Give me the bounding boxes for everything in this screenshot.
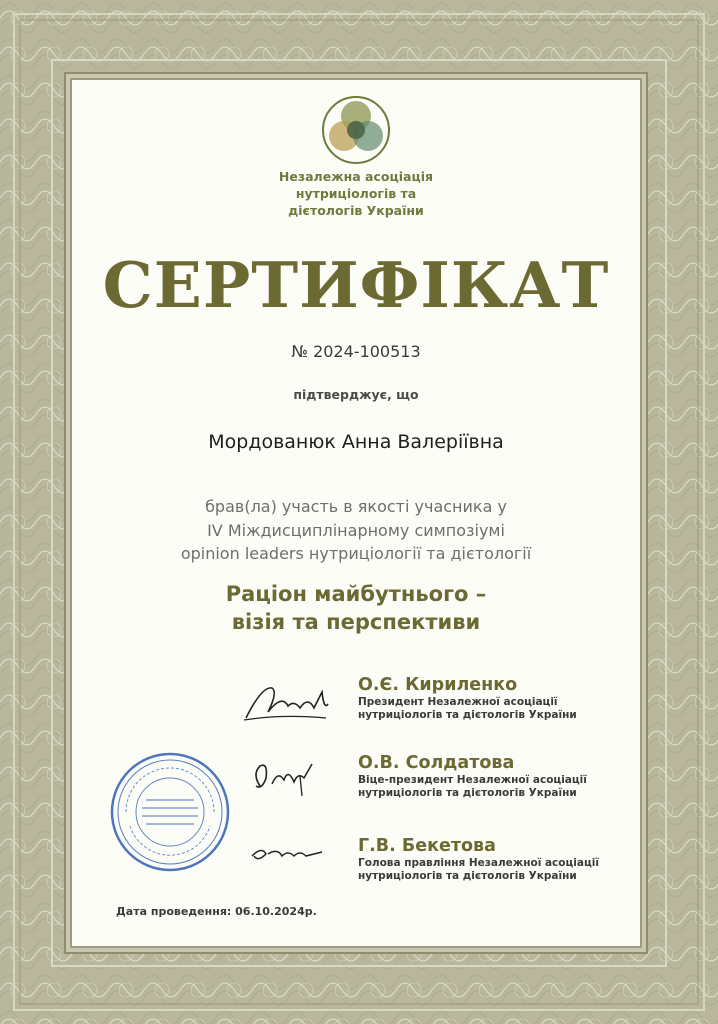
certificate-title: СЕРТИФІКАТ (102, 248, 610, 322)
signature-kyrylenko (242, 678, 332, 726)
participation-line: брав(ла) участь в якості учасника у (205, 497, 507, 516)
signatory-name: Г.В. Бекетова (358, 836, 496, 856)
signatory-name: О.Є. Кириленко (358, 675, 518, 695)
event-title-line: Раціон майбутнього – (225, 582, 487, 606)
participation-line: IV Міждисциплінарному симпозіумі (207, 520, 505, 540)
signatory-3 (358, 836, 638, 882)
signatory-2 (358, 753, 638, 799)
signatory-name: О.В. Солдатова (358, 753, 515, 773)
signatory-role-line: нутриціологів та дієтологів України (358, 869, 577, 882)
signatory-role-line: нутриціологів та дієтологів України (358, 708, 577, 721)
event-title (72, 580, 640, 636)
recipient-name: Мордованюк Анна Валеріївна (208, 431, 504, 453)
signature-beketova (248, 840, 328, 868)
organization-name-line: Незалежна асоціація (278, 169, 434, 184)
organization-name-line: дієтологів України (288, 203, 424, 218)
signatory-role (358, 696, 638, 721)
signatory-role (358, 774, 638, 799)
confirms-text: підтверджує, що (293, 387, 419, 402)
certificate-number: № 2024-100513 (291, 342, 421, 361)
signatory-role (358, 857, 638, 882)
signatory-role-line: Президент Незалежної асоціації (358, 696, 558, 708)
participation-line: opinion leaders нутриціології та дієтології (180, 544, 532, 563)
signatory-1 (358, 675, 638, 721)
signatory-role-line: нутриціологів та дієтологів України (358, 786, 577, 799)
signatory-role-line: Голова правління Незалежної асоціації (358, 857, 599, 869)
signature-soldatova (250, 756, 320, 800)
organization-logo-icon (320, 94, 392, 166)
participation-text (72, 495, 640, 566)
certificate-sheet (72, 80, 640, 946)
event-date: Дата проведення: 06.10.2024р. (116, 905, 317, 918)
signatory-role-line: Віце-президент Незалежної асоціації (358, 774, 587, 786)
organization-seal (108, 750, 232, 874)
organization-name-line: нутриціологів та (295, 186, 417, 201)
organization-name (72, 168, 640, 219)
event-title-line: візія та перспективи (231, 610, 481, 634)
